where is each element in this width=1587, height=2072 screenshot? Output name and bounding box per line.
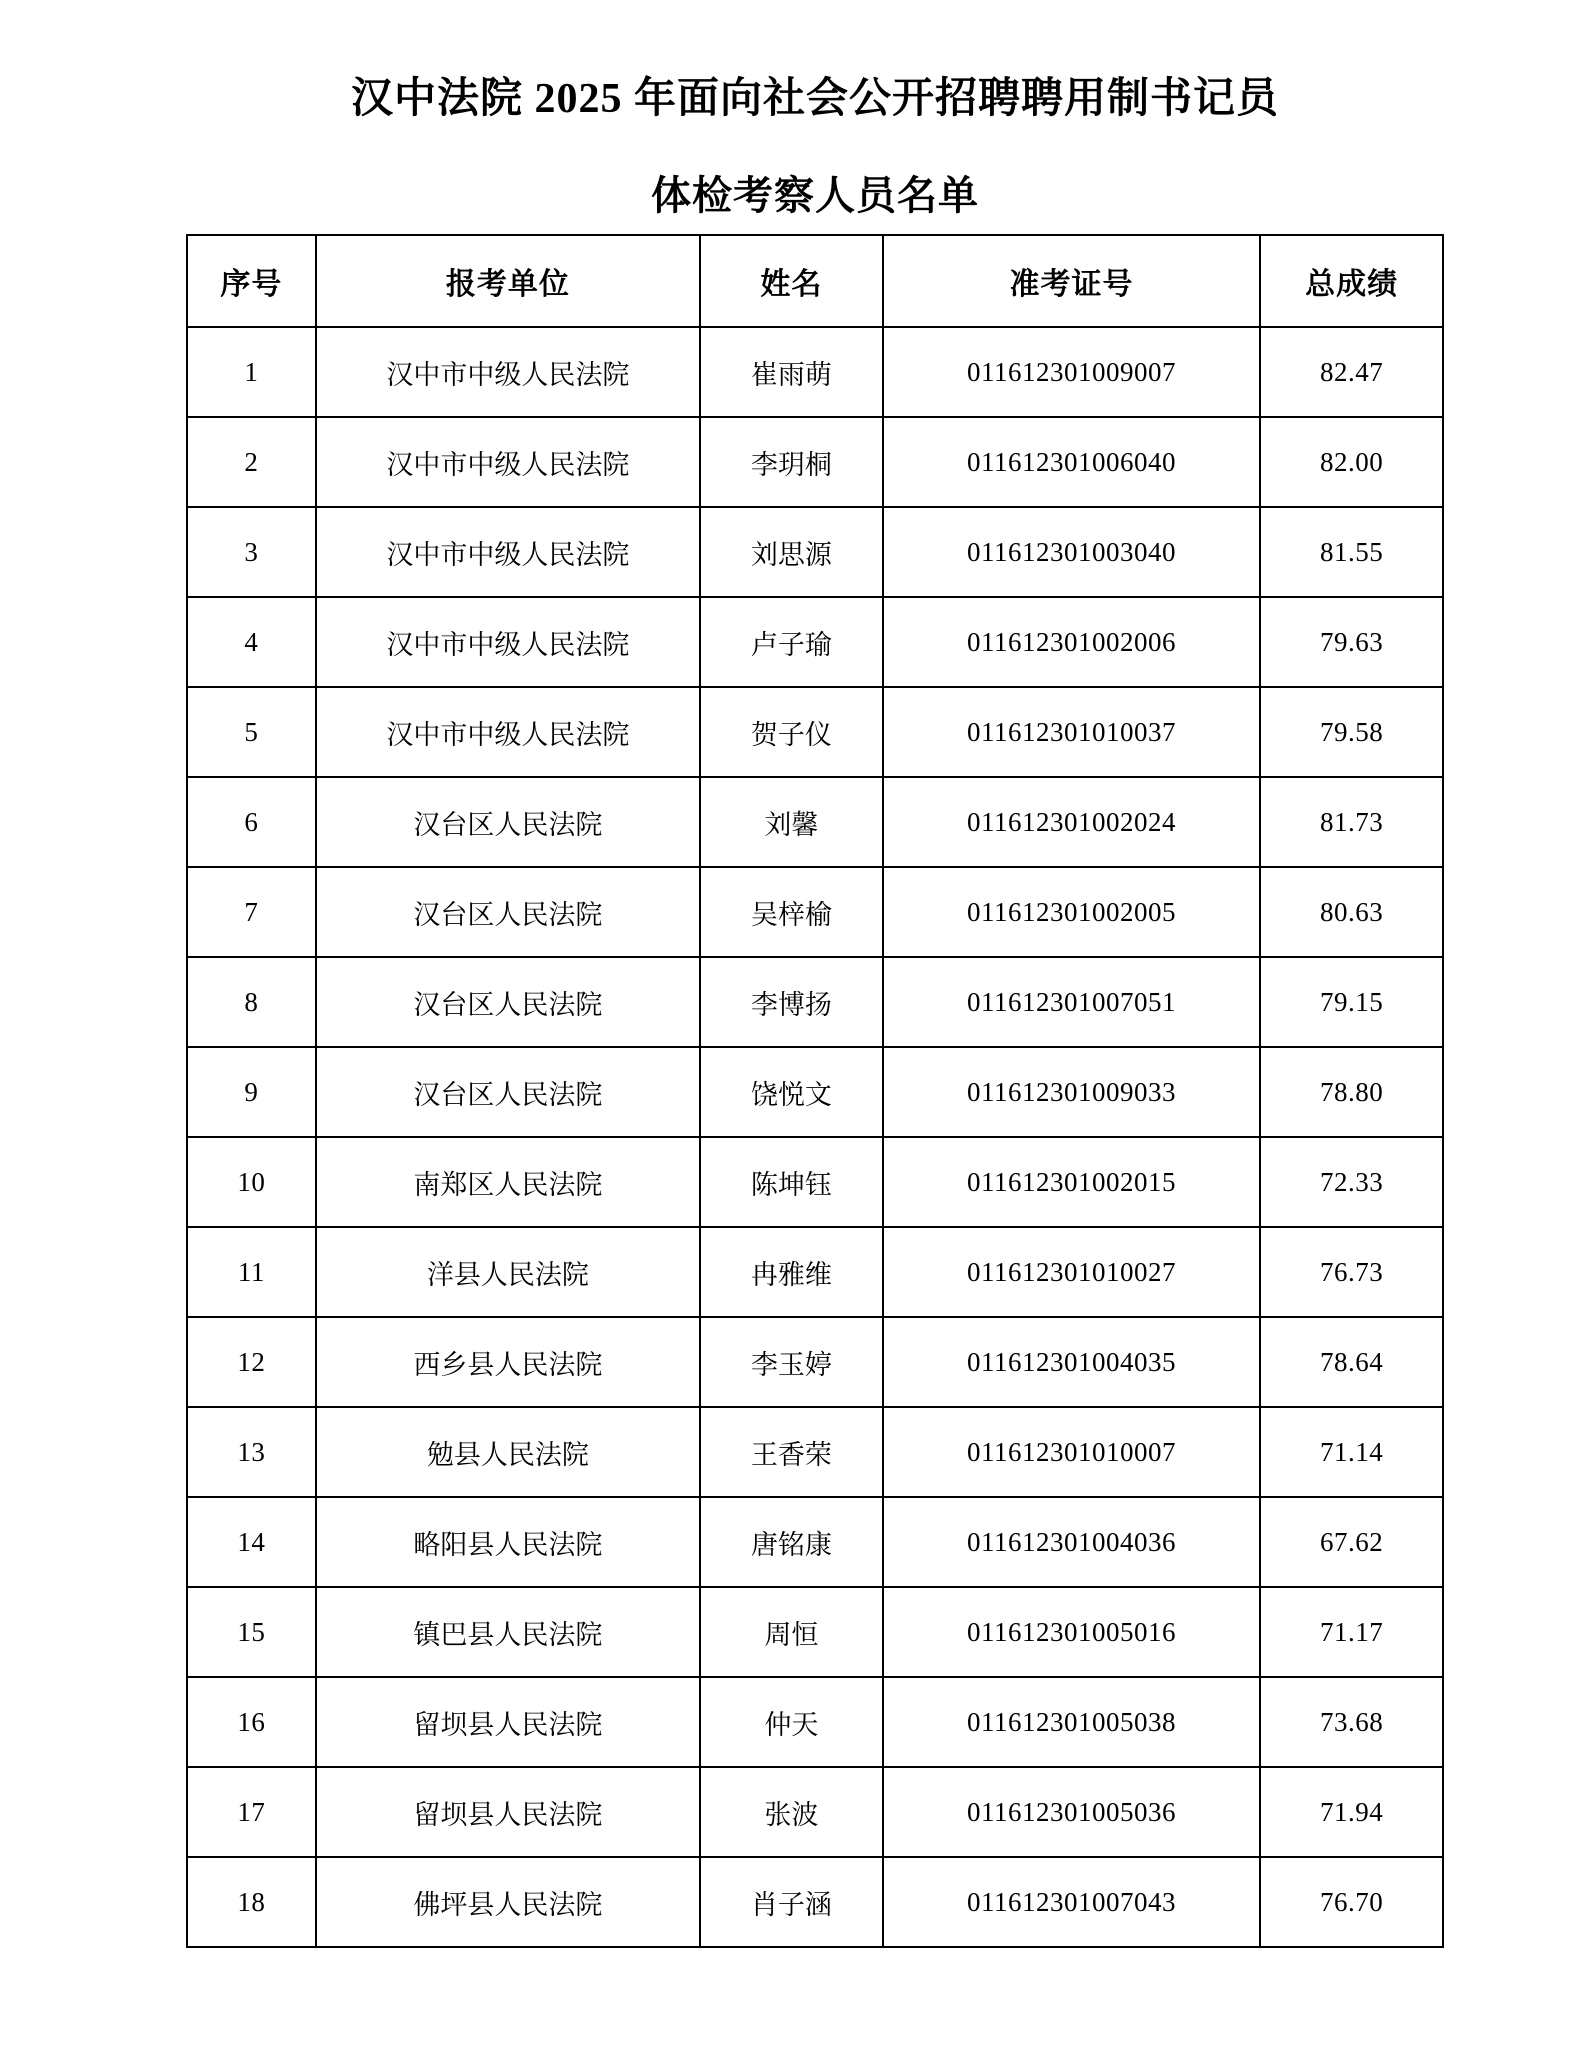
ticket-cell: 011612301006040	[883, 417, 1260, 507]
header-row	[187, 235, 1443, 327]
table-row	[187, 1407, 1443, 1497]
score-cell: 71.14	[1260, 1407, 1443, 1497]
table-row	[187, 687, 1443, 777]
ticket-cell: 011612301010037	[883, 687, 1260, 777]
serial-cell: 14	[187, 1497, 316, 1587]
ticket-cell: 011612301002006	[883, 597, 1260, 687]
table-row	[187, 1227, 1443, 1317]
unit-cell: 留坝县人民法院	[316, 1767, 700, 1857]
table-row	[187, 867, 1443, 957]
header-name: 姓名	[700, 235, 883, 327]
table-row	[187, 507, 1443, 597]
score-cell: 79.58	[1260, 687, 1443, 777]
unit-cell: 汉中市中级人民法院	[316, 507, 700, 597]
ticket-cell: 011612301010027	[883, 1227, 1260, 1317]
header-ticket: 准考证号	[883, 235, 1260, 327]
ticket-cell: 011612301007043	[883, 1857, 1260, 1947]
ticket-cell: 011612301002005	[883, 867, 1260, 957]
table-row	[187, 1857, 1443, 1947]
table-body	[187, 327, 1443, 1947]
table-row	[187, 777, 1443, 867]
name-cell: 饶悦文	[700, 1047, 883, 1137]
name-cell: 崔雨萌	[700, 327, 883, 417]
score-cell: 82.00	[1260, 417, 1443, 507]
serial-cell: 7	[187, 867, 316, 957]
serial-cell: 15	[187, 1587, 316, 1677]
table-row	[187, 1317, 1443, 1407]
unit-cell: 南郑区人民法院	[316, 1137, 700, 1227]
ticket-cell: 011612301004035	[883, 1317, 1260, 1407]
ticket-cell: 011612301002024	[883, 777, 1260, 867]
unit-cell: 汉中市中级人民法院	[316, 327, 700, 417]
serial-cell: 10	[187, 1137, 316, 1227]
unit-cell: 汉台区人民法院	[316, 867, 700, 957]
name-cell: 李博扬	[700, 957, 883, 1047]
table-row	[187, 1047, 1443, 1137]
table-row	[187, 1677, 1443, 1767]
name-cell: 李玥桐	[700, 417, 883, 507]
serial-cell: 3	[187, 507, 316, 597]
score-cell: 80.63	[1260, 867, 1443, 957]
score-cell: 78.64	[1260, 1317, 1443, 1407]
name-cell: 李玉婷	[700, 1317, 883, 1407]
table-row	[187, 597, 1443, 687]
unit-cell: 留坝县人民法院	[316, 1677, 700, 1767]
name-cell: 刘馨	[700, 777, 883, 867]
name-cell: 刘思源	[700, 507, 883, 597]
table-row	[187, 327, 1443, 417]
score-cell: 81.73	[1260, 777, 1443, 867]
ticket-cell: 011612301003040	[883, 507, 1260, 597]
unit-cell: 洋县人民法院	[316, 1227, 700, 1317]
score-cell: 72.33	[1260, 1137, 1443, 1227]
ticket-cell: 011612301005016	[883, 1587, 1260, 1677]
serial-cell: 9	[187, 1047, 316, 1137]
serial-cell: 1	[187, 327, 316, 417]
serial-cell: 13	[187, 1407, 316, 1497]
ticket-cell: 011612301002015	[883, 1137, 1260, 1227]
score-cell: 78.80	[1260, 1047, 1443, 1137]
unit-cell: 汉中市中级人民法院	[316, 417, 700, 507]
name-cell: 卢子瑜	[700, 597, 883, 687]
score-cell: 76.70	[1260, 1857, 1443, 1947]
name-cell: 肖子涵	[700, 1857, 883, 1947]
score-cell: 71.17	[1260, 1587, 1443, 1677]
header-score: 总成绩	[1260, 235, 1443, 327]
name-cell: 贺子仪	[700, 687, 883, 777]
unit-cell: 镇巴县人民法院	[316, 1587, 700, 1677]
ticket-cell: 011612301009007	[883, 327, 1260, 417]
score-cell: 79.63	[1260, 597, 1443, 687]
serial-cell: 6	[187, 777, 316, 867]
name-cell: 王香荣	[700, 1407, 883, 1497]
serial-cell: 2	[187, 417, 316, 507]
name-cell: 仲天	[700, 1677, 883, 1767]
name-cell: 陈坤钰	[700, 1137, 883, 1227]
name-cell: 周恒	[700, 1587, 883, 1677]
serial-cell: 5	[187, 687, 316, 777]
score-cell: 67.62	[1260, 1497, 1443, 1587]
score-cell: 82.47	[1260, 327, 1443, 417]
unit-cell: 汉中市中级人民法院	[316, 687, 700, 777]
serial-cell: 8	[187, 957, 316, 1047]
table-row	[187, 1587, 1443, 1677]
unit-cell: 略阳县人民法院	[316, 1497, 700, 1587]
header-serial: 序号	[187, 235, 316, 327]
ticket-cell: 011612301005038	[883, 1677, 1260, 1767]
table-row	[187, 1137, 1443, 1227]
document-title-line2: 体检考察人员名单	[651, 173, 979, 219]
table-row	[187, 1497, 1443, 1587]
name-cell: 张波	[700, 1767, 883, 1857]
ticket-cell: 011612301010007	[883, 1407, 1260, 1497]
ticket-cell: 011612301005036	[883, 1767, 1260, 1857]
unit-cell: 佛坪县人民法院	[316, 1857, 700, 1947]
serial-cell: 17	[187, 1767, 316, 1857]
unit-cell: 西乡县人民法院	[316, 1317, 700, 1407]
serial-cell: 16	[187, 1677, 316, 1767]
unit-cell: 勉县人民法院	[316, 1407, 700, 1497]
score-cell: 76.73	[1260, 1227, 1443, 1317]
candidates-table	[186, 234, 1444, 1948]
serial-cell: 11	[187, 1227, 316, 1317]
ticket-cell: 011612301007051	[883, 957, 1260, 1047]
name-cell: 吴梓榆	[700, 867, 883, 957]
header-unit: 报考单位	[316, 235, 700, 327]
serial-cell: 12	[187, 1317, 316, 1407]
name-cell: 冉雅维	[700, 1227, 883, 1317]
table-row	[187, 1767, 1443, 1857]
name-cell: 唐铭康	[700, 1497, 883, 1587]
unit-cell: 汉台区人民法院	[316, 1047, 700, 1137]
unit-cell: 汉中市中级人民法院	[316, 597, 700, 687]
table-row	[187, 957, 1443, 1047]
serial-cell: 4	[187, 597, 316, 687]
table-row	[187, 417, 1443, 507]
ticket-cell: 011612301004036	[883, 1497, 1260, 1587]
unit-cell: 汉台区人民法院	[316, 957, 700, 1047]
score-cell: 73.68	[1260, 1677, 1443, 1767]
unit-cell: 汉台区人民法院	[316, 777, 700, 867]
document-title-line1: 汉中法院 2025 年面向社会公开招聘聘用制书记员	[350, 76, 1279, 122]
ticket-cell: 011612301009033	[883, 1047, 1260, 1137]
serial-cell: 18	[187, 1857, 316, 1947]
score-cell: 71.94	[1260, 1767, 1443, 1857]
score-cell: 79.15	[1260, 957, 1443, 1047]
score-cell: 81.55	[1260, 507, 1443, 597]
